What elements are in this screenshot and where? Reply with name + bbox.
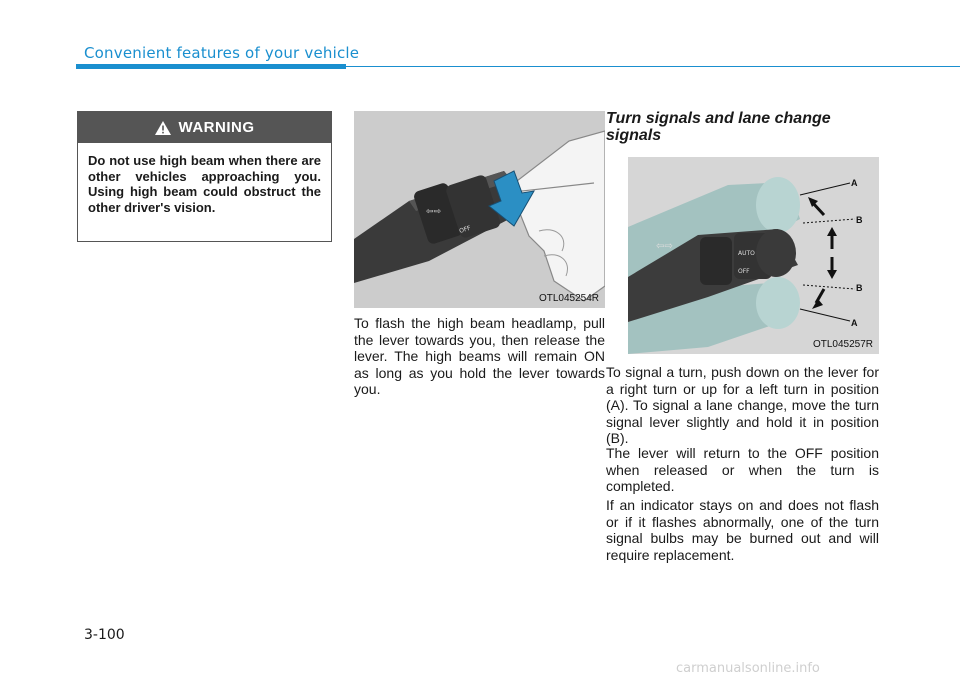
svg-text:AUTO: AUTO [738, 250, 755, 257]
svg-text:OFF: OFF [738, 268, 750, 275]
paragraph-high-beam: To flash the high beam headlamp, pull the lever towards you, then release the lever. The high beams will remain ON as long as you hold the lever towards you. [354, 315, 605, 397]
paragraph-turn-signal: To signal a turn, push down on the lever for a right turn or up for a left turn in position (A). To signal a lane change, move the turn signal lever slightly and hold it in position (B). [606, 364, 879, 446]
warning-heading-text: WARNING [178, 119, 255, 136]
warning-text: Do not use high beam when there are other vehicles approaching you. Using high beam could obstruct the other driver's vision. [88, 153, 321, 215]
section-header-title: Convenient features of your vehicle [84, 44, 360, 62]
warning-heading [78, 112, 331, 143]
turn-signal-lever-illustration [628, 157, 879, 354]
high-beam-lever-illustration [354, 111, 605, 308]
warning-triangle-icon [155, 121, 171, 135]
svg-text:OFF: OFF [458, 224, 472, 235]
figure2-code: OTL045257R [812, 339, 873, 350]
figure-turn-signals [628, 157, 879, 354]
label-b-top: B [856, 215, 863, 225]
watermark: carmanualsonline.info [676, 661, 820, 676]
header-rule-thin [346, 66, 960, 67]
paragraph-lever-return: The lever will return to the OFF position when released or when the turn is completed. [606, 445, 879, 494]
warning-box [77, 111, 332, 242]
svg-text:⇦⇨: ⇦⇨ [426, 207, 442, 217]
subsection-title: Turn signals and lane change signals [606, 110, 831, 144]
paragraph-indicator-bulb: If an indicator stays on and does not flash or if it flashes abnormally, one of the turn signal bulbs may be burned out and will require replacement. [606, 497, 879, 563]
label-a-bottom: A [851, 318, 858, 328]
label-b-bottom: B [856, 283, 863, 293]
header-rule-thick [76, 64, 346, 69]
figure-high-beam-flash [354, 111, 605, 308]
svg-text:⇦⇨: ⇦⇨ [656, 241, 673, 252]
page-number: 3-100 [84, 627, 125, 643]
label-a-top: A [851, 178, 858, 188]
figure1-code: OTL045254R [538, 293, 599, 304]
